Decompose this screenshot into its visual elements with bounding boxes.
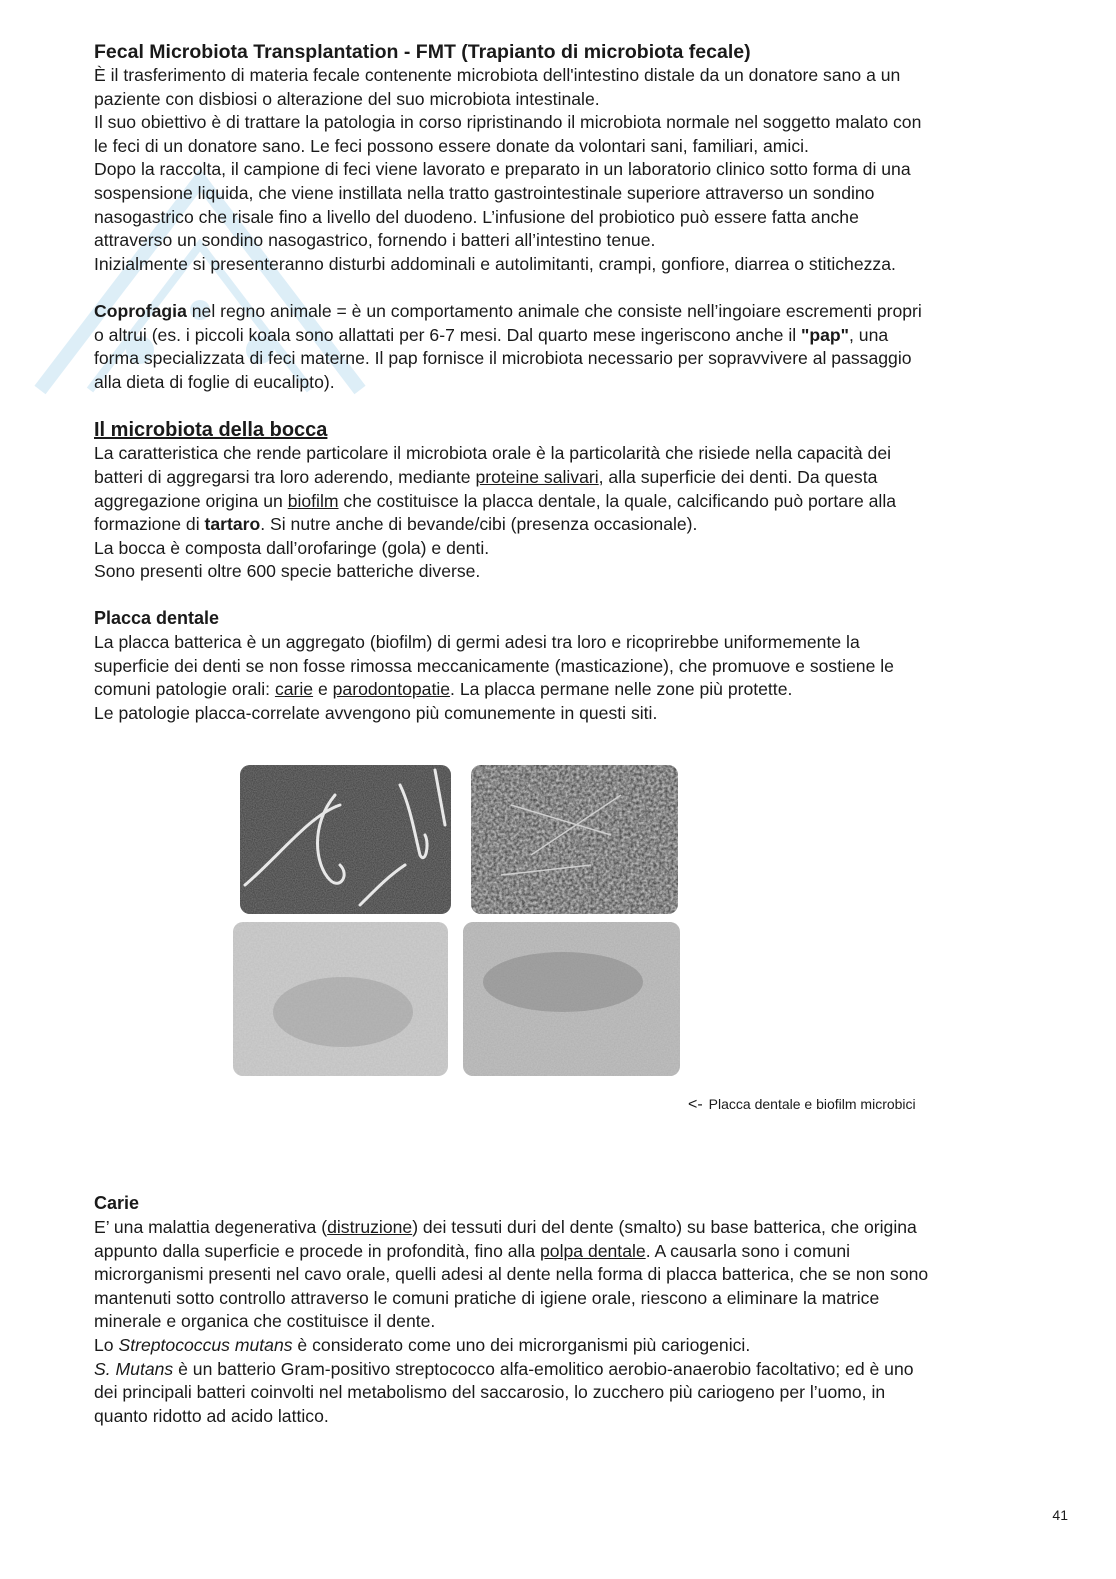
micrograph-surface-1 bbox=[233, 922, 448, 1076]
coprofagia-line-4: alla dieta di foglie di eucalipto). bbox=[94, 371, 335, 392]
bocca-line-2: batteri di aggregarsi tra loro aderendo, mediante proteine salivari, alla superficie dei denti. Da questa bbox=[94, 466, 878, 487]
bocca-line-6: Sono presenti oltre 600 specie batteriche diverse. bbox=[94, 561, 481, 582]
carie-line-6: Lo Streptococcus mutans è considerato come uno dei microrganismi più cariogenici. bbox=[94, 1335, 751, 1355]
bocca-line-3: aggregazione origina un biofilm che costituisce la placca dentale, la quale, calcificando può portare alla bbox=[94, 490, 897, 511]
placca-line-4: Le patologie placca-correlate avvengono più comunemente in questi siti. bbox=[94, 702, 658, 723]
coprofagia-line-2: o altrui (es. i piccoli koala sono allattati per 6-7 mesi. Dal quarto mese ingeriscono anche il "pap", una bbox=[94, 324, 889, 345]
fmt-line-8: attraverso un sondino nasogastrico, fornendo i batteri all’intestino tenue. bbox=[94, 230, 656, 251]
link-distruzione[interactable]: distruzione bbox=[327, 1217, 413, 1238]
fmt-line-3: Il suo obiettivo è di trattare la patologia in corso ripristinando il microbiota normale nel soggetto malato con bbox=[94, 112, 922, 133]
carie-line-1: E’ una malattia degenerativa (distruzione) dei tessuti duri del dente (smalto) su base batterica, che origina bbox=[94, 1217, 917, 1238]
carie-line-3: microrganismi presenti nel cavo orale, quelli adesi al dente nella forma di placca batterica, che se non sono bbox=[94, 1264, 929, 1285]
micrograph-bacterial-mass bbox=[471, 765, 678, 914]
bocca-line-5: La bocca è composta dall’orofaringe (gola) e denti. bbox=[94, 537, 490, 558]
fmt-line-1: È il trasferimento di materia fecale contenente microbiota dell'intestino distale da un donatore sano a un bbox=[94, 65, 901, 85]
carie-line-2: appunto dalla superficie e procede in profondità, fino alla polpa dentale. A causarla sono i comuni bbox=[94, 1240, 851, 1261]
document-page bbox=[94, 40, 1079, 1428]
micrograph-surface-2 bbox=[463, 922, 680, 1076]
link-carie[interactable]: carie bbox=[274, 679, 314, 700]
fmt-line-4: le feci di un donatore sano. Le feci possono essere donate da volontari sani, familiari, amici. bbox=[94, 135, 809, 156]
species-abbrev: S. Mutans bbox=[94, 1358, 174, 1379]
carie-line-7: S. Mutans è un batterio Gram-positivo streptococco alfa-emolitico aerobio-anaerobio facoltativo; ed è uno bbox=[94, 1358, 914, 1379]
link-biofilm[interactable]: biofilm bbox=[287, 490, 339, 511]
carie-line-8: dei principali batteri coinvolti nel metabolismo del saccarosio, lo zucchero più cariogeno per l’uomo, in bbox=[94, 1382, 886, 1403]
carie-line-9: quanto ridotto ad acido lattico. bbox=[94, 1405, 329, 1426]
placca-title: Placca dentale bbox=[94, 608, 220, 629]
coprofagia-line-3: forma specializzata di feci materne. Il pap fornisce il microbiota necessario per sopravvivere al passaggio bbox=[94, 348, 912, 369]
fmt-line-2: paziente con disbiosi o alterazione del suo microbiota intestinale. bbox=[94, 88, 600, 109]
fmt-line-7: nasogastrico che risale fino a livello del duodeno. L’infusione del probiotico può essere fatta anche bbox=[94, 206, 859, 227]
page-number: 41 bbox=[1052, 1507, 1068, 1523]
fmt-line-6: sospensione liquida, che viene instillata nella tratto gastrointestinale superiore attraverso un sondino bbox=[94, 182, 875, 203]
figure-caption: <- Placca dentale e biofilm microbici bbox=[688, 1096, 916, 1114]
micrograph-figure bbox=[94, 765, 1079, 1175]
bocca-line-4: formazione di tartaro. Si nutre anche di bevande/cibi (presenza occasionale). bbox=[94, 514, 698, 535]
carie-line-4: mantenuti sotto controllo attraverso le comuni pratiche di igiene orale, riescono a eliminare la matrice bbox=[94, 1287, 880, 1308]
bocca-title: Il microbiota della bocca bbox=[94, 419, 328, 442]
fmt-line-5: Dopo la raccolta, il campione di feci viene lavorato e preparato in un laboratorio clinico sotto forma di una bbox=[94, 159, 911, 180]
link-parodontopatie[interactable]: parodontopatie bbox=[332, 679, 451, 700]
fmt-line-9: Inizialmente si presenteranno disturbi addominali e autolimitanti, crampi, gonfiore, diarrea o stitichezza. bbox=[94, 253, 896, 274]
link-polpa-dentale[interactable]: polpa dentale bbox=[540, 1240, 646, 1261]
micrograph-filaments bbox=[240, 765, 451, 914]
carie-title: Carie bbox=[94, 1193, 140, 1214]
coprofagia-term: Coprofagia bbox=[94, 300, 187, 321]
link-proteine-salivari[interactable]: proteine salivari bbox=[475, 466, 599, 487]
tartaro-term: tartaro bbox=[204, 514, 261, 535]
coprofagia-line-1: Coprofagia nel regno animale = è un comportamento animale che consiste nell’ingoiare escrementi propri bbox=[94, 300, 922, 321]
placca-line-2: superficie dei denti se non fosse rimossa meccanicamente (masticazione), che promuove e sostiene le bbox=[94, 655, 894, 676]
bocca-line-1: La caratteristica che rende particolare il microbiota orale è la particolarità che risiede nella capacità dei bbox=[94, 443, 892, 464]
placca-line-3: comuni patologie orali: carie e parodontopatie. La placca permane nelle zone più protette. bbox=[94, 679, 793, 700]
pap-term: "pap" bbox=[801, 324, 850, 345]
species-name: Streptococcus mutans bbox=[118, 1335, 293, 1355]
carie-line-5: minerale e organica che costituisce il dente. bbox=[94, 1311, 436, 1332]
arrow-left-icon: <- bbox=[688, 1096, 703, 1114]
placca-line-1: La placca batterica è un aggregato (biofilm) di germi adesi tra loro e ricoprirebbe uniformemente la bbox=[94, 632, 860, 653]
fmt-title: Fecal Microbiota Transplantation - FMT (Trapianto di microbiota fecale) bbox=[94, 41, 751, 63]
